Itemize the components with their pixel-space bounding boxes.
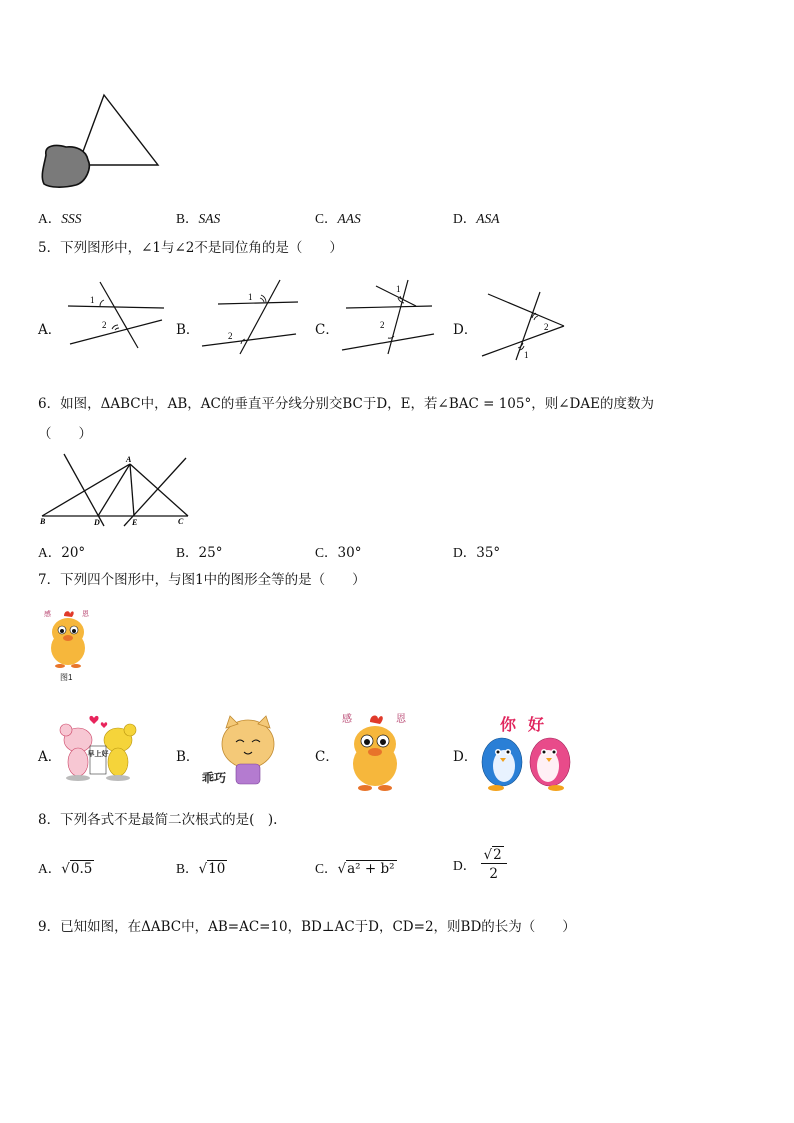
q8a-radicand: 0.5 bbox=[70, 861, 93, 877]
q8c-radicand: a² + b² bbox=[347, 861, 395, 877]
q7-option-a-label: A． bbox=[38, 749, 62, 765]
q8b-radical: √ bbox=[198, 861, 208, 877]
q5-option-b-label: B． bbox=[176, 322, 200, 338]
q5b-angle1-label: 1 bbox=[248, 292, 253, 302]
q8d-radical: √ bbox=[483, 847, 493, 863]
q5-figure-c bbox=[338, 276, 438, 356]
q6-point-a: A bbox=[126, 455, 132, 464]
q7-option-c-label: C． bbox=[315, 749, 339, 765]
q8d-numerator: 2 bbox=[493, 847, 502, 863]
q5d-angle2-label: 2 bbox=[544, 322, 549, 332]
q5a-angle2-label: 2 bbox=[102, 320, 107, 330]
q5b-angle2-label: 2 bbox=[228, 331, 233, 341]
q8d-denominator: 2 bbox=[489, 866, 498, 882]
q7c-tag2: 恩 bbox=[396, 714, 406, 725]
q5-option-a-label: A． bbox=[38, 322, 62, 338]
q7-figure-c-chick bbox=[340, 710, 410, 792]
q4-option-b: B．SAS bbox=[176, 211, 221, 226]
q6-stem-cont: （ ） bbox=[38, 426, 92, 442]
q6-option-b: B．25° bbox=[176, 545, 223, 561]
q8-option-a: A．√0.5 bbox=[38, 861, 93, 877]
q5-figure-a bbox=[60, 278, 170, 350]
q7d-tag2: 好 bbox=[528, 715, 545, 734]
q7-figure-a-mice bbox=[56, 712, 140, 782]
q5c-angle1-label: 1 bbox=[396, 284, 401, 294]
q8d-fraction bbox=[481, 846, 507, 882]
q5c-angle2-label: 2 bbox=[380, 320, 385, 330]
q9-stem: 9．已知如图，在ΔABC中，AB=AC=10，BD⊥AC于D，CD=2，则BD的长为（ ） bbox=[38, 919, 576, 935]
q5a-angle1-label: 1 bbox=[90, 295, 95, 305]
q7c-tag1: 感 bbox=[342, 714, 352, 725]
q8-option-c: C．√a² + b² bbox=[315, 861, 395, 877]
q7-option-d-label: D． bbox=[453, 749, 478, 765]
q7-figure1-caption: 图1 bbox=[60, 673, 73, 682]
q8c-radical: √ bbox=[337, 861, 347, 877]
q5-figure-b bbox=[198, 276, 303, 356]
q6-point-c: C bbox=[178, 517, 184, 526]
q8b-radicand: 10 bbox=[208, 861, 226, 877]
q8-option-b: B．√10 bbox=[176, 861, 226, 877]
q4-option-d: D．ASA bbox=[453, 211, 500, 226]
q6-option-d: D．35° bbox=[453, 545, 501, 561]
q8-stem: 8．下列各式不是最简二次根式的是( ). bbox=[38, 812, 278, 828]
q6-point-d: D bbox=[94, 518, 100, 527]
q4-triangle-figure bbox=[38, 90, 163, 190]
q6-point-e: E bbox=[132, 518, 138, 527]
q5-stem: 5．下列图形中，∠1与∠2不是同位角的是（ ） bbox=[38, 240, 343, 256]
q6-triangle-figure bbox=[38, 452, 198, 528]
q5d-angle1-label: 1 bbox=[524, 350, 529, 360]
q7-option-b-label: B． bbox=[176, 749, 200, 765]
q7-figure-b-cat bbox=[198, 710, 282, 788]
q7-fig1-tag2: 恩 bbox=[82, 610, 89, 618]
q7b-tag: 乖巧 bbox=[202, 771, 227, 785]
q6-stem: 6．如图，ΔABC中，AB，AC的垂直平分线分别交BC于D，E，若∠BAC = 105°，则∠DAE的度数为 bbox=[38, 396, 654, 412]
q7a-tag: 早上好 bbox=[87, 749, 109, 758]
q4-option-c: C．AAS bbox=[315, 211, 361, 226]
q7-figure1-chick bbox=[42, 606, 94, 670]
q8a-radical: √ bbox=[61, 861, 70, 877]
q5-figure-d bbox=[476, 290, 568, 362]
q6-option-c: C．30° bbox=[315, 545, 362, 561]
q7-stem: 7．下列四个图形中，与图1中的图形全等的是（ ） bbox=[38, 572, 366, 588]
q6-point-b: B bbox=[40, 517, 46, 526]
q5-option-c-label: C． bbox=[315, 322, 339, 338]
q5-option-d-label: D． bbox=[453, 322, 478, 338]
q7-fig1-tag1: 感 bbox=[44, 610, 51, 618]
q7-figure-d-penguins bbox=[476, 712, 576, 792]
q4-option-a: A．SSS bbox=[38, 211, 82, 226]
q6-option-a: A．20° bbox=[38, 545, 86, 561]
q8-option-d: D． $\frac{√2}{2}$ bbox=[453, 846, 507, 882]
q7d-tag1: 你 bbox=[500, 715, 517, 734]
